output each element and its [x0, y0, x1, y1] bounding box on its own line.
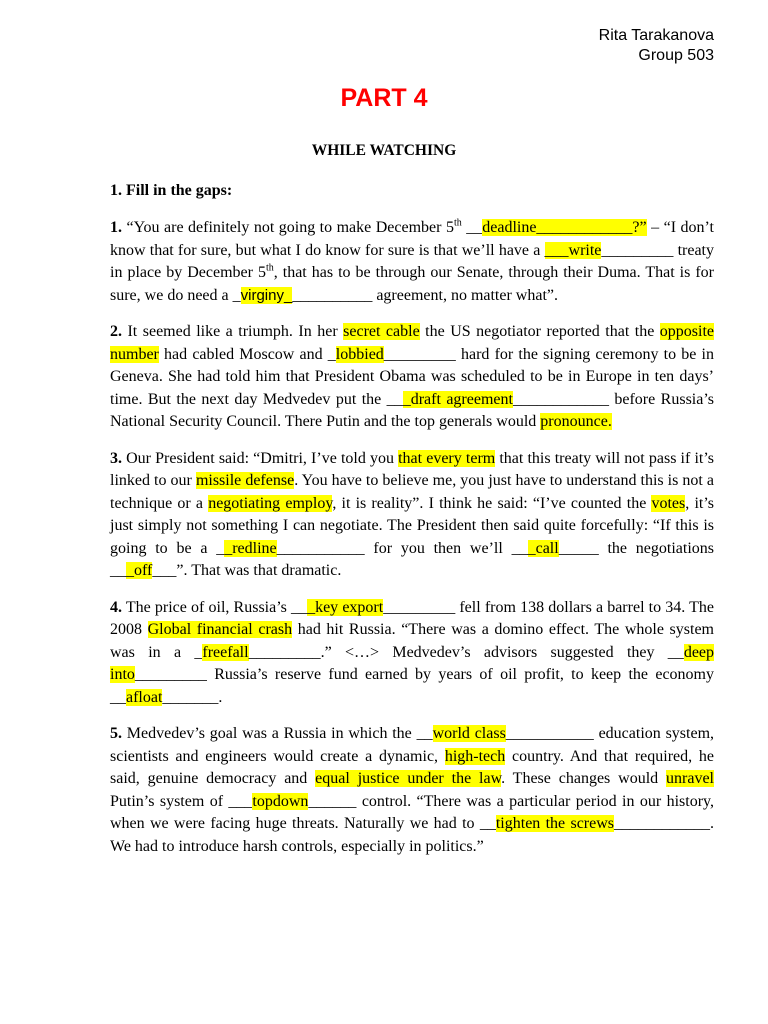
exercise-paragraph [110, 217, 714, 307]
text-segment: The price of oil, Russia’s __ [122, 598, 308, 616]
filled-gap-answer: deadline____________?” [482, 219, 647, 236]
exercise-paragraph [110, 448, 714, 583]
filled-gap-answer: high-tech [444, 747, 506, 765]
filled-gap-answer: Global financial crash [147, 621, 293, 638]
filled-gap-answer: world class [432, 725, 506, 742]
text-segment: . You have to believe me, you just have to understand this is not a technique or a [110, 472, 714, 512]
exercise-body [110, 217, 714, 872]
text-segment: , it is reality”. I think he said: “I’ve counted the [332, 494, 652, 512]
filled-gap-answer: _draft agreement [402, 390, 513, 408]
task-title: 1. Fill in the gaps: [110, 182, 233, 199]
text-segment: that this treaty will not pass if it’s linked to our [110, 449, 715, 489]
exercise-paragraph [110, 723, 714, 858]
text-segment: _______. [162, 688, 223, 706]
filled-gap-answer: unravel [666, 770, 714, 787]
filled-gap-answer: deep into [110, 643, 715, 683]
text-segment: , it’s just simply not something I can negotiate. The President then said quite forcefully: “If this is going to be a _ [110, 494, 715, 557]
filled-gap-answer: missile defense [195, 472, 295, 489]
text-segment: Our President said: “Dmitri, I’ve told you [122, 449, 399, 467]
exercise-paragraph [110, 321, 714, 434]
text-segment: had hit Russia. “There was a domino effect. The whole system was in a _ [110, 621, 714, 661]
filled-gap-answer: virginy_ [240, 286, 293, 304]
text-segment: – “I don’t know that for sure, but what I do know for sure is that we’ll have a [110, 219, 715, 259]
text-segment: ___________ for you then we’ll __ [276, 539, 528, 557]
text-segment: ____________. We had to introduce harsh controls, especially in politics.” [110, 815, 715, 855]
text-segment: ___”. That was that dramatic. [152, 562, 342, 579]
filled-gap-answer: _call [527, 539, 559, 557]
author-name: Rita Tarakanova [598, 27, 714, 44]
text-segment: _________ Russia’s reserve fund earned by years of oil profit, to keep the economy __ [110, 666, 714, 706]
filled-gap-answer: negotiating employ [208, 494, 333, 512]
filled-gap-answer: lobbied [335, 345, 384, 363]
text-segment: _________.” <…> Medvedev’s advisors suggested they __ [248, 643, 684, 661]
paragraph-number: 4. [110, 598, 122, 616]
text-segment: __ [461, 219, 483, 236]
text-segment: It seemed like a triumph. In her [122, 323, 344, 340]
filled-gap-answer: votes [651, 494, 686, 512]
filled-gap-answer: freefall [202, 643, 249, 661]
text-segment: ______ control. “There was a particular period in our history, when we were facing huge threats. Naturally we had to __ [110, 792, 715, 832]
paragraph-number: 3. [110, 449, 122, 467]
filled-gap-answer: pronounce. [540, 413, 612, 430]
text-segment: _________ treaty in place by December 5 [110, 241, 715, 281]
text-segment: “You are definitely not going to make December 5 [122, 219, 454, 236]
filled-gap-answer: equal justice under the law [315, 770, 502, 787]
text-segment: , that has to be through our Senate, through their Duma. That is for sure, we do need a _ [110, 264, 715, 304]
filled-gap-answer: topdown [252, 792, 309, 810]
filled-gap-answer: _redline [224, 539, 277, 557]
ordinal-suffix: th [265, 262, 274, 274]
section-title: WHILE WATCHING [311, 142, 457, 159]
filled-gap-answer: ___write [544, 241, 602, 259]
filled-gap-answer: afloat [126, 688, 163, 706]
text-segment: ____________ before Russia’s National Security Council. There Putin and the top generals would [110, 390, 715, 430]
filled-gap-answer: tighten the screws [495, 815, 615, 832]
text-segment: __________ agreement, no matter what”. [292, 286, 559, 304]
filled-gap-answer: opposite number [110, 323, 715, 363]
paragraph-number: 2. [110, 323, 122, 340]
text-segment: ___________ education system, scientists and engineers would create a dynamic, [110, 725, 715, 765]
paragraph-number: 5. [110, 725, 122, 742]
filled-gap-answer: _key export [307, 598, 384, 616]
text-segment: Medvedev’s goal was a Russia in which the __ [122, 725, 433, 742]
paragraph-number: 1. [110, 219, 122, 236]
filled-gap-answer: _off [126, 562, 153, 579]
text-segment: had cabled Moscow and _ [158, 345, 336, 363]
filled-gap-answer: secret cable [343, 323, 420, 340]
author-block [599, 26, 714, 66]
text-segment: _________ hard for the signing ceremony to be in Geneva. She had told him that President Obama was scheduled to be in Europe in ten days’ time. But the next day Medvedev put the __ [110, 345, 714, 408]
author-group: Group 503 [638, 47, 714, 64]
text-segment: . These changes would [501, 770, 667, 787]
filled-gap-answer: that every term [398, 449, 496, 467]
ordinal-suffix: th [453, 217, 462, 229]
text-segment: Putin’s system of ___ [110, 792, 253, 810]
part-title: PART 4 [340, 84, 428, 112]
text-segment: country. And that required, he said, genuine democracy and [110, 747, 714, 787]
text-segment: _____ the negotiations __ [110, 539, 714, 579]
text-segment: the US negotiator reported that the [419, 323, 660, 340]
text-segment: _________ fell from 138 dollars a barrel to 34. The 2008 [110, 598, 715, 638]
exercise-paragraph [110, 597, 714, 710]
